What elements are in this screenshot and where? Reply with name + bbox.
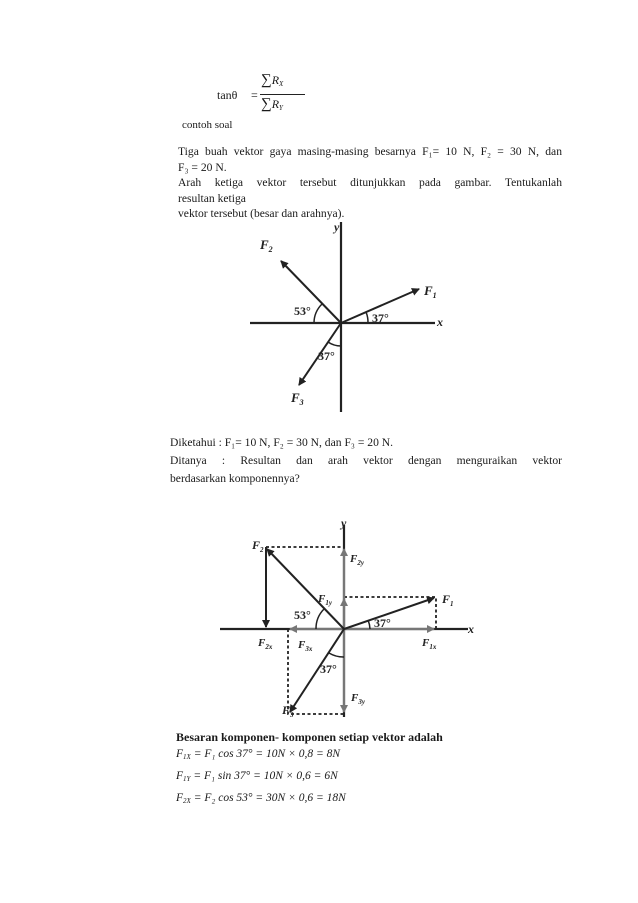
equation-f2x: $F_{2X} = F_2$ cos 53° = 30N × 0,6 = 18N bbox=[176, 792, 346, 805]
formula-lhs: tanθ bbox=[217, 88, 238, 102]
numerator-sub: X bbox=[279, 80, 284, 88]
arc-37b bbox=[328, 342, 341, 346]
components-heading: Besaran komponen- komponen setiap vektor adalah bbox=[176, 730, 443, 744]
problem-line-5: vektor tersebut (besar dan arahnya). bbox=[178, 207, 345, 220]
problem-line-2: F₃ = 20 N. bbox=[178, 160, 227, 174]
problem-line-4: resultan ketiga bbox=[178, 191, 246, 205]
formula-denominator bbox=[261, 96, 283, 113]
arc-53 bbox=[316, 609, 324, 629]
x-label: x bbox=[437, 315, 443, 329]
angle-37b-label: 37° bbox=[318, 349, 335, 363]
f2-label: $F_2$ bbox=[252, 538, 264, 554]
formula-numerator bbox=[261, 72, 283, 89]
asked-line-1: Ditanya : Resultan dan arah vektor dengan menguraikan vektor bbox=[170, 454, 562, 467]
equation-f1x: $F_{1X} = F_1$ cos 37° = 10N × 0,8 = 8N bbox=[176, 748, 341, 761]
x-label: x bbox=[468, 622, 474, 636]
f3x-label: $F_{3x}$ bbox=[298, 639, 313, 653]
denominator-letter: R bbox=[271, 97, 280, 111]
angle-53-label: 53° bbox=[294, 304, 311, 318]
f1-label: $F_1$ bbox=[424, 283, 437, 300]
problem-line-1: Tiga buah vektor gaya masing-masing besarnya F₁= 10 N, F₂ = 30 N, dan bbox=[178, 145, 562, 158]
sigma-symbol: ∑ bbox=[261, 96, 272, 112]
y-label: y bbox=[334, 222, 340, 234]
denominator-sub: Y bbox=[279, 104, 283, 112]
problem-line-3: Arah ketiga vektor tersebut ditunjukkan pada gambar. Tentukanlah bbox=[178, 176, 562, 189]
f3-label: $F_3$ bbox=[282, 703, 294, 719]
vector-diagram-2 bbox=[210, 517, 480, 722]
arc-37a bbox=[368, 620, 370, 629]
f1-label: $F_1$ bbox=[442, 592, 454, 608]
example-caption: contoh soal bbox=[182, 119, 233, 131]
fraction-bar bbox=[260, 94, 305, 95]
angle-37a-label: 37° bbox=[372, 311, 389, 325]
f3y-label: $F_{3y}$ bbox=[351, 692, 365, 706]
f1y-label: $F_{1y}$ bbox=[318, 593, 332, 607]
angle-37a-label: 37° bbox=[374, 616, 391, 630]
vector-diagram-1 bbox=[230, 222, 460, 417]
f2x-label: $F_{2x}$ bbox=[258, 637, 273, 651]
formula-equals: = bbox=[251, 88, 258, 102]
sigma-symbol: ∑ bbox=[261, 72, 272, 88]
f2-label: $F_2$ bbox=[260, 237, 273, 254]
arc-53 bbox=[314, 304, 322, 323]
f2-vector bbox=[281, 261, 341, 323]
arc-37a bbox=[366, 312, 368, 323]
equation-f1y: $F_{1Y} = F_1$ sin 37° = 10N × 0,6 = 6N bbox=[176, 770, 338, 783]
angle-37b-label: 37° bbox=[320, 662, 337, 676]
projection-lines bbox=[266, 547, 436, 714]
numerator-letter: R bbox=[271, 73, 280, 87]
f1x-label: $F_{1x}$ bbox=[422, 637, 437, 651]
f3-label: $F_3$ bbox=[291, 390, 304, 407]
arc-37b bbox=[329, 653, 344, 657]
asked-line-2: berdasarkan komponennya? bbox=[170, 472, 300, 485]
angle-53-label: 53° bbox=[294, 608, 311, 622]
f2y-label: $F_{2y}$ bbox=[350, 553, 364, 567]
tan-theta-formula bbox=[217, 70, 337, 120]
y-label: y bbox=[341, 517, 347, 530]
given-line-1: Diketahui : F₁= 10 N, F₂ = 30 N, dan F₃ = 20 N. bbox=[170, 436, 394, 449]
